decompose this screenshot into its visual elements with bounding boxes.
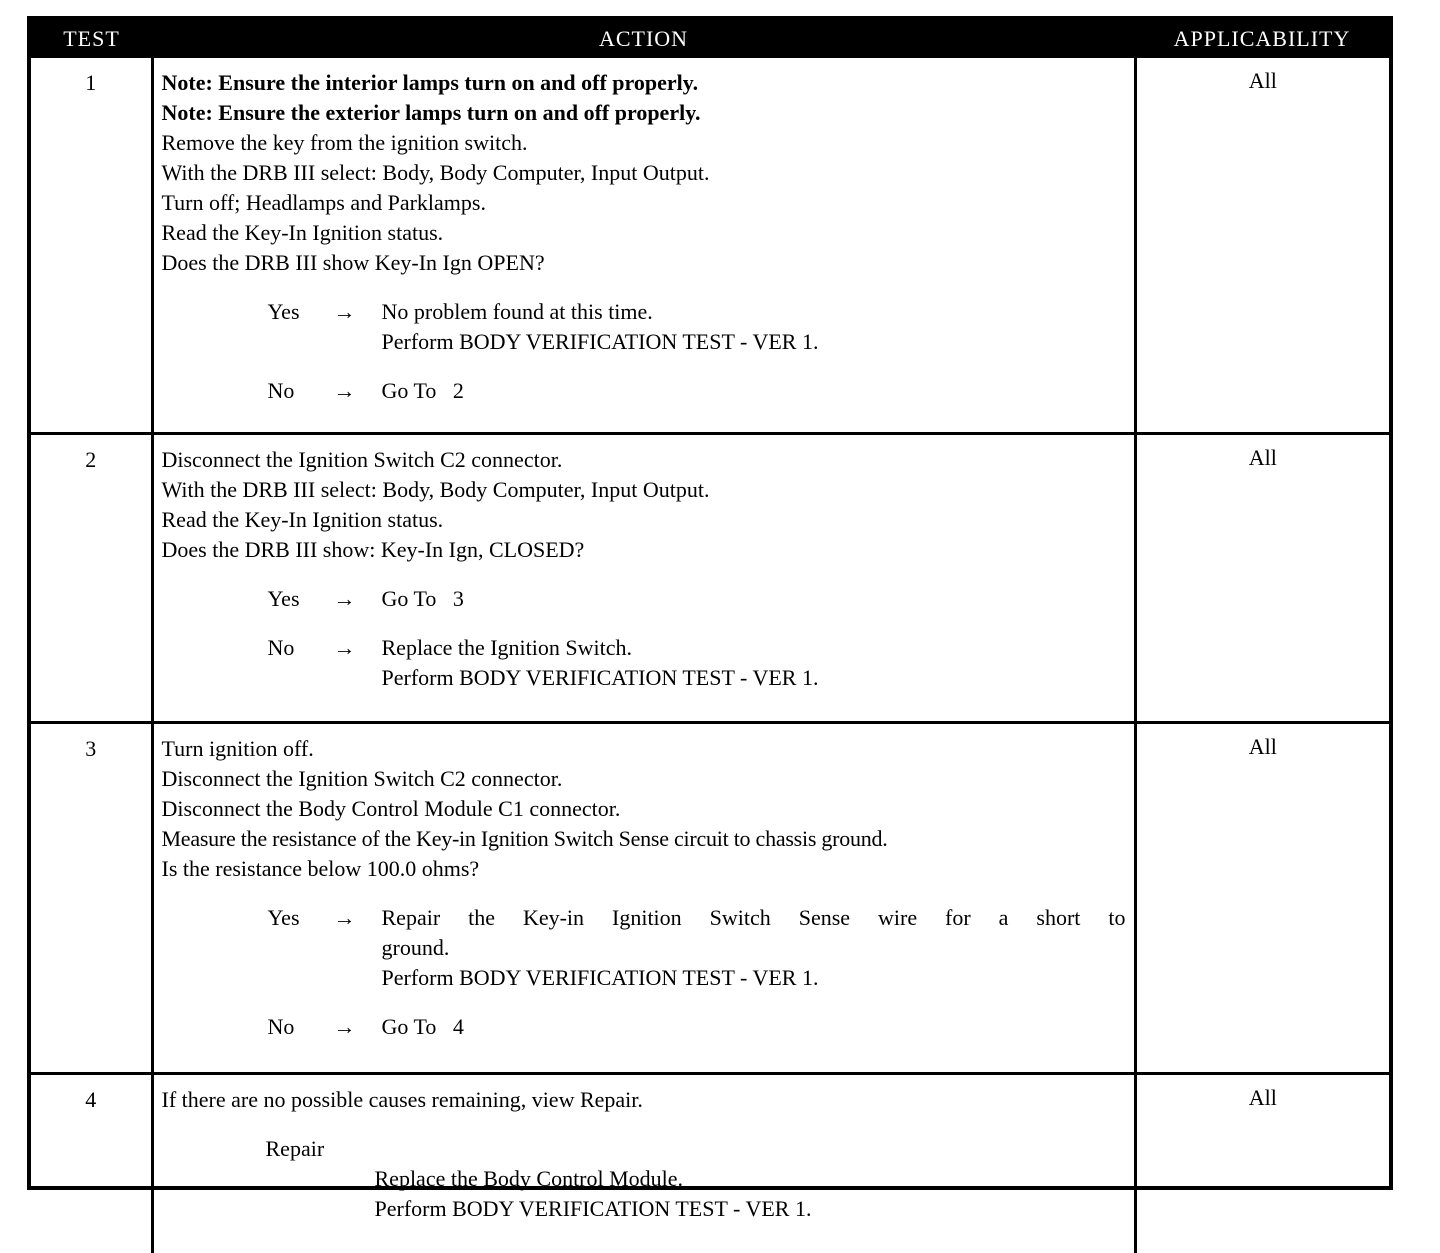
step-line: Disconnect the Body Control Module C1 connector. — [162, 794, 1126, 824]
no-response — [162, 633, 1126, 693]
yes-response — [162, 584, 1126, 614]
no-label: No — [268, 376, 334, 406]
diagnostic-table — [31, 20, 1389, 1253]
response-line: Perform BODY VERIFICATION TEST - VER 1. — [382, 663, 1126, 693]
arrow-icon: → — [334, 584, 382, 614]
applicability-value: All — [1135, 723, 1389, 1074]
response-line: Perform BODY VERIFICATION TEST - VER 1. — [382, 327, 1126, 357]
step-line: If there are no possible causes remaining, view Repair. — [162, 1085, 1126, 1115]
yes-response — [162, 903, 1126, 993]
test-number: 1 — [31, 58, 152, 434]
step-line: With the DRB III select: Body, Body Computer, Input Output. — [162, 475, 1126, 505]
step-line: Remove the key from the ignition switch. — [162, 128, 1126, 158]
step-line: Turn ignition off. — [162, 734, 1126, 764]
repair-label: Repair — [266, 1134, 1126, 1164]
header-applicability: APPLICABILITY — [1135, 20, 1389, 58]
applicability-value: All — [1135, 58, 1389, 434]
arrow-icon: → — [334, 633, 382, 693]
no-label: No — [268, 633, 334, 693]
step-line: Does the DRB III show: Key-In Ign, CLOSED? — [162, 535, 1126, 565]
yes-response — [162, 297, 1126, 357]
arrow-icon: → — [334, 903, 382, 993]
yes-label: Yes — [268, 584, 334, 614]
action-cell — [152, 434, 1135, 723]
response-line: Replace the Ignition Switch. — [382, 633, 1126, 663]
test-row-2 — [31, 434, 1389, 723]
test-row-3 — [31, 723, 1389, 1074]
note-line: Note: Ensure the interior lamps turn on and off properly. — [162, 68, 1126, 98]
action-cell — [152, 1074, 1135, 1253]
step-line: With the DRB III select: Body, Body Computer, Input Output. — [162, 158, 1126, 188]
step-line: Read the Key-In Ignition status. — [162, 218, 1126, 248]
header-action: ACTION — [152, 20, 1135, 58]
action-cell — [152, 723, 1135, 1074]
note-line: Note: Ensure the exterior lamps turn on and off properly. — [162, 98, 1126, 128]
response-line: Go To 2 — [382, 376, 1126, 406]
applicability-value: All — [1135, 434, 1389, 723]
response-line: Repair the Key-in Ignition Switch Sense wire for a short to — [382, 903, 1126, 933]
no-label: No — [268, 1012, 334, 1042]
test-row-4 — [31, 1074, 1389, 1253]
response-line: ground. — [382, 933, 1126, 963]
response-line: Go To 3 — [382, 584, 1126, 614]
diagnostic-table-frame — [27, 16, 1393, 1190]
step-line: Read the Key-In Ignition status. — [162, 505, 1126, 535]
step-line: Measure the resistance of the Key-in Ignition Switch Sense circuit to chassis ground. — [162, 824, 1126, 854]
action-cell — [152, 58, 1135, 434]
arrow-icon: → — [334, 376, 382, 406]
yes-label: Yes — [268, 903, 334, 993]
step-line: Does the DRB III show Key-In Ign OPEN? — [162, 248, 1126, 278]
response-line: Go To 4 — [382, 1012, 1126, 1042]
step-line: Turn off; Headlamps and Parklamps. — [162, 188, 1126, 218]
repair-body — [375, 1164, 1126, 1224]
response-line: Perform BODY VERIFICATION TEST - VER 1. — [382, 963, 1126, 993]
yes-label: Yes — [268, 297, 334, 357]
header-test: TEST — [31, 20, 152, 58]
no-response — [162, 1012, 1126, 1042]
header-row — [31, 20, 1389, 58]
no-response — [162, 376, 1126, 406]
test-number: 2 — [31, 434, 152, 723]
test-number: 3 — [31, 723, 152, 1074]
applicability-value: All — [1135, 1074, 1389, 1253]
repair-line: Perform BODY VERIFICATION TEST - VER 1. — [375, 1194, 1126, 1224]
response-line: No problem found at this time. — [382, 297, 1126, 327]
step-line: Disconnect the Ignition Switch C2 connector. — [162, 445, 1126, 475]
step-line: Disconnect the Ignition Switch C2 connector. — [162, 764, 1126, 794]
test-number: 4 — [31, 1074, 152, 1253]
arrow-icon: → — [334, 1012, 382, 1042]
arrow-icon: → — [334, 297, 382, 357]
step-line: Is the resistance below 100.0 ohms? — [162, 854, 1126, 884]
test-row-1 — [31, 58, 1389, 434]
repair-line: Replace the Body Control Module. — [375, 1164, 1126, 1194]
